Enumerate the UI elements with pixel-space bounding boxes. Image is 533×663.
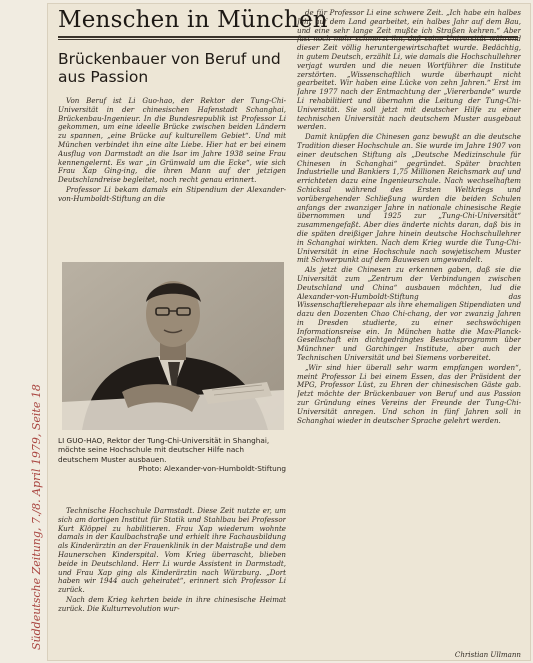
paragraph: Damit knüpfen die Chinesen ganz bewußt an die deutsche Tradition dieser Hochschule an. Sie wurde im Jahre 1907 von einer deutschen Stiftung als „Deutsche Medizinschule für Chinesen in Schanghai“ gegründet. Später brachten Industrielle und Bankiers 1,75 Millionen Reichsmark auf und errichteten dazu eine Ingenieurschule. Nach wechselhaftem Schicksal während des Ersten Weltkriegs und vorübergehender Schließung wurden die beiden Schulen anfangs der zwanziger Jahre in nationale chinesische Regie übernommen und 1925 zur „Tung-Chi-Universität“ zusammengefaßt. Aber dies änderte nichts daran, daß bis in die späten dreißiger Jahre hinein deutsche Hochschullehrer in Schanghai wirkten. Nach dem Krieg wurde die Tung-Chi-Universität in eine Hochschule nach sowjetischem Muster mit Schwerpunkt auf dem Bauwesen umgewandelt. [297, 132, 521, 265]
article-headline: Brückenbauer von Beruf und aus Passion [58, 50, 281, 86]
portrait-photo-image [62, 262, 284, 430]
paragraph: Von Beruf ist Li Guo-hao, der Rektor der Tung-Chi-Universität in der chinesischen Hafenstadt Schanghai, Brückenbau-Ingenieur. In die Bundesrepublik ist Professor Li gekommen, um eine ideelle Brücke zwischen beiden Ländern zu spannen, „eine Brücke auf kulturellem Gebiet“. Und mit München verbindet ihn eine alte Liebe. Hier hat er bei einem Ausflug von Darmstadt an die Isar im Jahre 1938 seine Frau kennengelernt. Es war „in Grünwald um die Ecke“, wie sich Frau Xap Ging-ing, die ihren Mann auf der jetzigen Deutschlandreise begleitet, noch recht genau erinnert. [58, 97, 286, 185]
caption-text: LI GUO-HAO, Rektor der Tung-Chi-Universität in Shanghai, möchte seine Hochschule mit deutscher Hilfe nach deutschem Muster ausbauen. [58, 436, 270, 464]
paragraph: Technische Hochschule Darmstadt. Diese Zeit nutzte er, um sich am dortigen Institut für Statik und Stahlbau bei Professor Kurt Klöppel zu habilitieren. Frau Xap wiederum wohnte damals in der Kaulbachstraße und erhielt ihre Fachausbildung als Kinderärztin an der Frauenklinik in der Maistraße und dem Haunerschen Kinderspital. Vom Krieg überrascht, blieben beide in Deutschland. Herr Li wurde Assistent in Darmstadt, und Frau Xap ging als Kinderärztin nach Würzburg. „Dort haben wir 1944 auch geheiratet“, erinnert sich Professor Li zurück. [58, 507, 286, 595]
article-column-left-bottom [58, 507, 286, 657]
portrait-photo [62, 262, 284, 430]
paragraph: Professor Li bekam damals ein Stipendium der Alexander-von-Humboldt-Stiftung an die [58, 184, 286, 203]
photo-credit: Photo: Alexander-von-Humboldt-Stiftung [138, 464, 286, 474]
paragraph: de für Professor Li eine schwere Zeit. „Ich habe ein halbes Jahr auf dem Land gearbeitet, ein halbes Jahr auf dem Bau, und eine sehr lange Zeit mußte ich Straßen kehren.“ Aber fast noch mehr schmerzt ihn, daß seine Universität während dieser Zeit völlig heruntergewirtschaftet wurde. Bedächtig, in gutem Deutsch, erzählt Li, wie damals die Hochschullehrer verjagt wurden und die neuen Wortführer die Institute zerstörten. „Wissenschaftlich wurde überhaupt nicht gearbeitet. Wir haben eine Lücke von zehn Jahren.“ Erst im Jahre 1977 nach der Entmachtung der „Viererbande“ wurde Li rehabilitiert und übernahm die Leitung der Tung-Chi-Universität. Sie soll jetzt mit deutscher Hilfe zu einer technischen Universität nach deutschem Muster ausgebaut werden. [297, 9, 521, 132]
handwritten-note-text: Süddeutsche Zeitung, 7./8. April 1979, Seite 18 [30, 384, 43, 650]
section-masthead: Menschen in München [58, 7, 328, 33]
paragraph: Nach dem Krieg kehrten beide in ihre chinesische Heimat zurück. Die Kulturrevolution wur- [58, 594, 286, 613]
article-column-left-top [58, 97, 286, 254]
paragraph: Als jetzt die Chinesen zu erkennen gaben, daß sie die Universität zum „Zentrum der Verbindungen zwischen Deutschland und China“ ausbauen möchten, lud die Alexander-von-Humboldt-Stiftung das Wissenschaftlerehepaar als ihre ehemaligen Stipendiaten und dazu den Dozenten Chao Chi-chang, der vor zwanzig Jahren in Dresden studierte, zu einer sechswöchigen Informationsreise ein. In München hatte die Max-Planck-Gesellschaft ein dichtgedrängtes Besuchsprogramm über Münchner und Garchinger Institute, aber auch der Technischen Universität und bei Siemens vorbereitet. [297, 265, 521, 363]
author-byline: Christian Ullmann [454, 650, 521, 659]
photo-caption [58, 436, 286, 474]
handwritten-source-note [30, 14, 44, 654]
newspaper-clipping [48, 4, 530, 660]
article-column-right [297, 9, 521, 650]
paragraph: „Wir sind hier überall sehr warm empfangen worden“, meint Professor Li bei einem Essen, das der Präsident der MPG, Professor Lüst, zu Ehren der chinesischen Gäste gab. Jetzt möchte der Brückenbauer von Beruf und aus Passion zur Gründung eines Vereins der Freunde der Tung-Chi-Universität anregen. Und schon in fünf Jahren soll in Schanghai wieder in deutscher Sprache gelehrt werden. [297, 362, 521, 425]
